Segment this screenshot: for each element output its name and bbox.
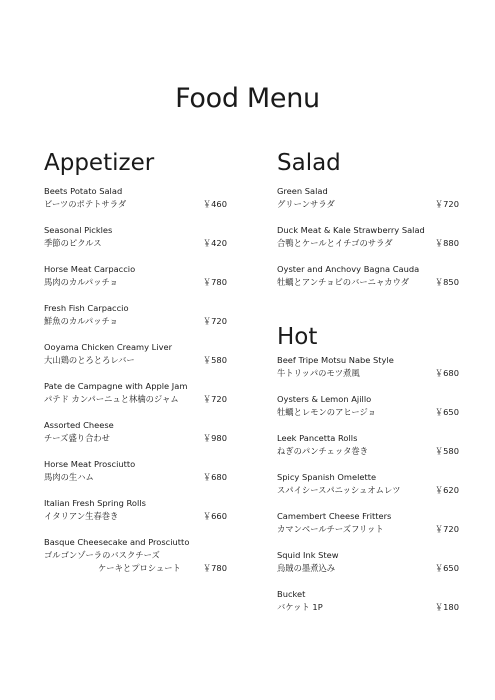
hot-list [277, 354, 459, 627]
item-name-en: Beef Tripe Motsu Nabe Style [277, 355, 394, 365]
item-price: ￥720 [434, 524, 459, 534]
menu-item [44, 224, 227, 263]
item-name-en: Duck Meat & Kale Strawberry Salad [277, 225, 425, 235]
item-price: ￥620 [434, 485, 459, 495]
item-price: ￥720 [202, 316, 227, 326]
item-name-en: Seasonal Pickles [44, 225, 113, 235]
item-name-jp: グリーンサラダ [277, 199, 335, 209]
item-name-en: Squid Ink Stew [277, 550, 339, 560]
menu-item [44, 419, 227, 458]
item-name-jp: 牡蠣とレモンのアヒージョ [277, 407, 376, 417]
item-name-en: Horse Meat Carpaccio [44, 264, 136, 274]
item-name-jp: ビーツのポテトサラダ [44, 199, 127, 209]
menu-title: Food Menu [175, 83, 320, 114]
menu-item [277, 185, 459, 224]
menu-item [44, 263, 227, 302]
item-name-jp: 牛トリッパのモツ煮風 [277, 368, 360, 378]
item-name-jp: イタリアン生春巻き [44, 511, 119, 521]
salad-list [277, 185, 459, 302]
item-name-en: Basque Cheesecake and Prosciutto [44, 537, 190, 547]
item-name-en: Leek Pancetta Rolls [277, 433, 358, 443]
item-name-jp-continued: ケーキとプロシュート [98, 563, 181, 573]
item-name-en: Italian Fresh Spring Rolls [44, 498, 146, 508]
menu-item [44, 458, 227, 497]
item-name-jp: チーズ盛り合わせ [44, 433, 110, 443]
item-price: ￥460 [202, 199, 227, 209]
item-price: ￥880 [434, 238, 459, 248]
item-name-en: Spicy Spanish Omelette [277, 472, 377, 482]
item-name-jp: バケット 1P [277, 602, 323, 612]
salad-heading: Salad [277, 150, 341, 176]
menu-item [277, 588, 459, 627]
item-name-jp: ゴルゴンゾーラのバスクチーズ [44, 550, 160, 560]
item-name-en: Beets Potato Salad [44, 186, 123, 196]
menu-item [277, 393, 459, 432]
item-name-jp: カマンベールチーズフリット [277, 524, 384, 534]
item-name-en: Assorted Cheese [44, 420, 114, 430]
item-name-en: Horse Meat Prosciutto [44, 459, 136, 469]
item-name-jp: パテド カンパーニュと林檎のジャム [44, 394, 179, 404]
item-price: ￥680 [202, 472, 227, 482]
item-name-jp: 鮮魚のカルパッチョ [44, 316, 118, 326]
item-name-jp: 合鴨とケールとイチゴのサラダ [277, 238, 393, 248]
item-price: ￥780 [202, 563, 227, 573]
menu-item [44, 536, 227, 588]
item-price: ￥980 [202, 433, 227, 443]
menu-item [277, 549, 459, 588]
item-price: ￥650 [434, 407, 459, 417]
menu-item [277, 354, 459, 393]
item-price: ￥850 [434, 277, 459, 287]
item-name-en: Bucket [277, 589, 306, 599]
item-price: ￥180 [434, 602, 459, 612]
item-name-en: Fresh Fish Carpaccio [44, 303, 129, 313]
item-price: ￥680 [434, 368, 459, 378]
item-price: ￥660 [202, 511, 227, 521]
appetizer-list [44, 185, 227, 588]
item-price: ￥780 [202, 277, 227, 287]
menu-item [44, 380, 227, 419]
item-price: ￥580 [434, 446, 459, 456]
menu-item [44, 497, 227, 536]
item-name-jp: ねぎのパンチェッタ巻き [277, 446, 369, 456]
menu-item [44, 185, 227, 224]
item-name-jp: 馬肉の生ハム [44, 472, 94, 482]
item-price: ￥420 [202, 238, 227, 248]
menu-item [277, 224, 459, 263]
item-name-en: Ooyama Chicken Creamy Liver [44, 342, 173, 352]
item-name-jp: スパイシースパニッシュオムレツ [277, 485, 401, 495]
menu-item [277, 510, 459, 549]
item-name-en: Green Salad [277, 186, 328, 196]
item-name-jp: 馬肉のカルパッチョ [44, 277, 118, 287]
menu-item [277, 471, 459, 510]
item-name-jp: 烏賊の墨煮込み [277, 563, 336, 573]
menu-item [277, 263, 459, 302]
item-price: ￥720 [434, 199, 459, 209]
appetizer-heading: Appetizer [44, 150, 155, 176]
hot-heading: Hot [277, 324, 318, 350]
menu-item [44, 341, 227, 380]
item-name-en: Oyster and Anchovy Bagna Cauda [277, 264, 420, 274]
item-price: ￥650 [434, 563, 459, 573]
item-price: ￥580 [202, 355, 227, 365]
menu-item [277, 432, 459, 471]
item-price: ￥720 [202, 394, 227, 404]
item-name-jp: 大山鶏のとろとろレバー [44, 355, 135, 365]
item-name-en: Pate de Campagne with Apple Jam [44, 381, 188, 391]
item-name-jp: 季節のピクルス [44, 238, 102, 248]
menu-item [44, 302, 227, 341]
item-name-jp: 牡蠣とアンチョビのバーニャカウダ [277, 277, 410, 287]
item-name-en: Camembert Cheese Fritters [277, 511, 392, 521]
item-name-en: Oysters & Lemon Ajillo [277, 394, 372, 404]
